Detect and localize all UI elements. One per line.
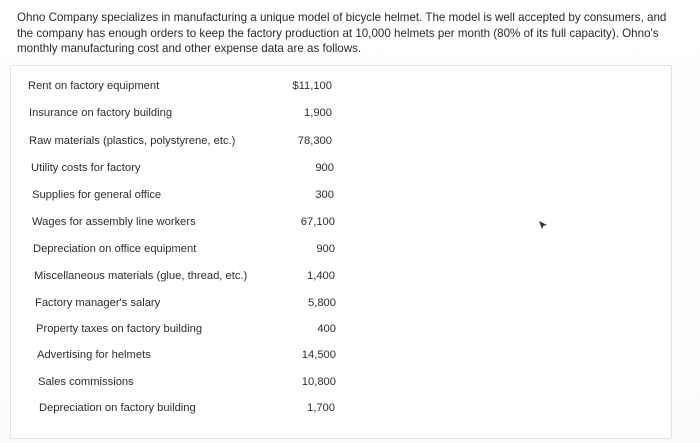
cost-label: Property taxes on factory building xyxy=(36,323,203,335)
cost-value: 67,100 xyxy=(300,216,335,228)
cost-label: Depreciation on factory building xyxy=(39,402,196,414)
mouse-pointer-icon xyxy=(538,220,548,230)
cost-label: Utility costs for factory xyxy=(31,162,141,174)
cost-value: 900 xyxy=(316,243,335,255)
cost-value: 14,500 xyxy=(301,349,336,361)
cost-label: Factory manager's salary xyxy=(35,297,161,309)
cost-label: Supplies for general office xyxy=(32,189,162,201)
cost-value: 78,300 xyxy=(297,135,332,147)
cost-label: Advertising for helmets xyxy=(37,349,151,361)
cost-value: 900 xyxy=(315,162,334,174)
cost-label: Wages for assembly line workers xyxy=(32,216,196,228)
cost-value: 5,800 xyxy=(308,297,336,309)
cost-label: Rent on factory equipment xyxy=(28,80,160,92)
cost-label: Insurance on factory building xyxy=(29,107,173,119)
cost-label: Miscellaneous materials (glue, thread, etc.) xyxy=(34,270,248,282)
cost-value: 300 xyxy=(315,189,334,201)
cost-value: $11,100 xyxy=(292,80,332,92)
problem-intro: Ohno Company specializes in manufacturing a unique model of bicycle helmet. The model is well accepted by consumers, and the company has enough orders to keep the factory production at 10,000 helmets per month (80% of its full capacity). Ohno's monthly manufacturing cost and other expense data are as follows. xyxy=(17,11,667,55)
cost-value: 10,800 xyxy=(301,376,336,388)
cost-value: 1,400 xyxy=(307,270,335,282)
cost-label: Depreciation on office equipment xyxy=(33,243,197,255)
cost-value: 1,900 xyxy=(304,107,332,119)
cost-value: 1,700 xyxy=(307,402,335,414)
cost-label: Raw materials (plastics, polystyrene, etc.) xyxy=(29,135,236,147)
cost-value: 400 xyxy=(317,323,336,335)
cost-label: Sales commissions xyxy=(38,376,134,388)
